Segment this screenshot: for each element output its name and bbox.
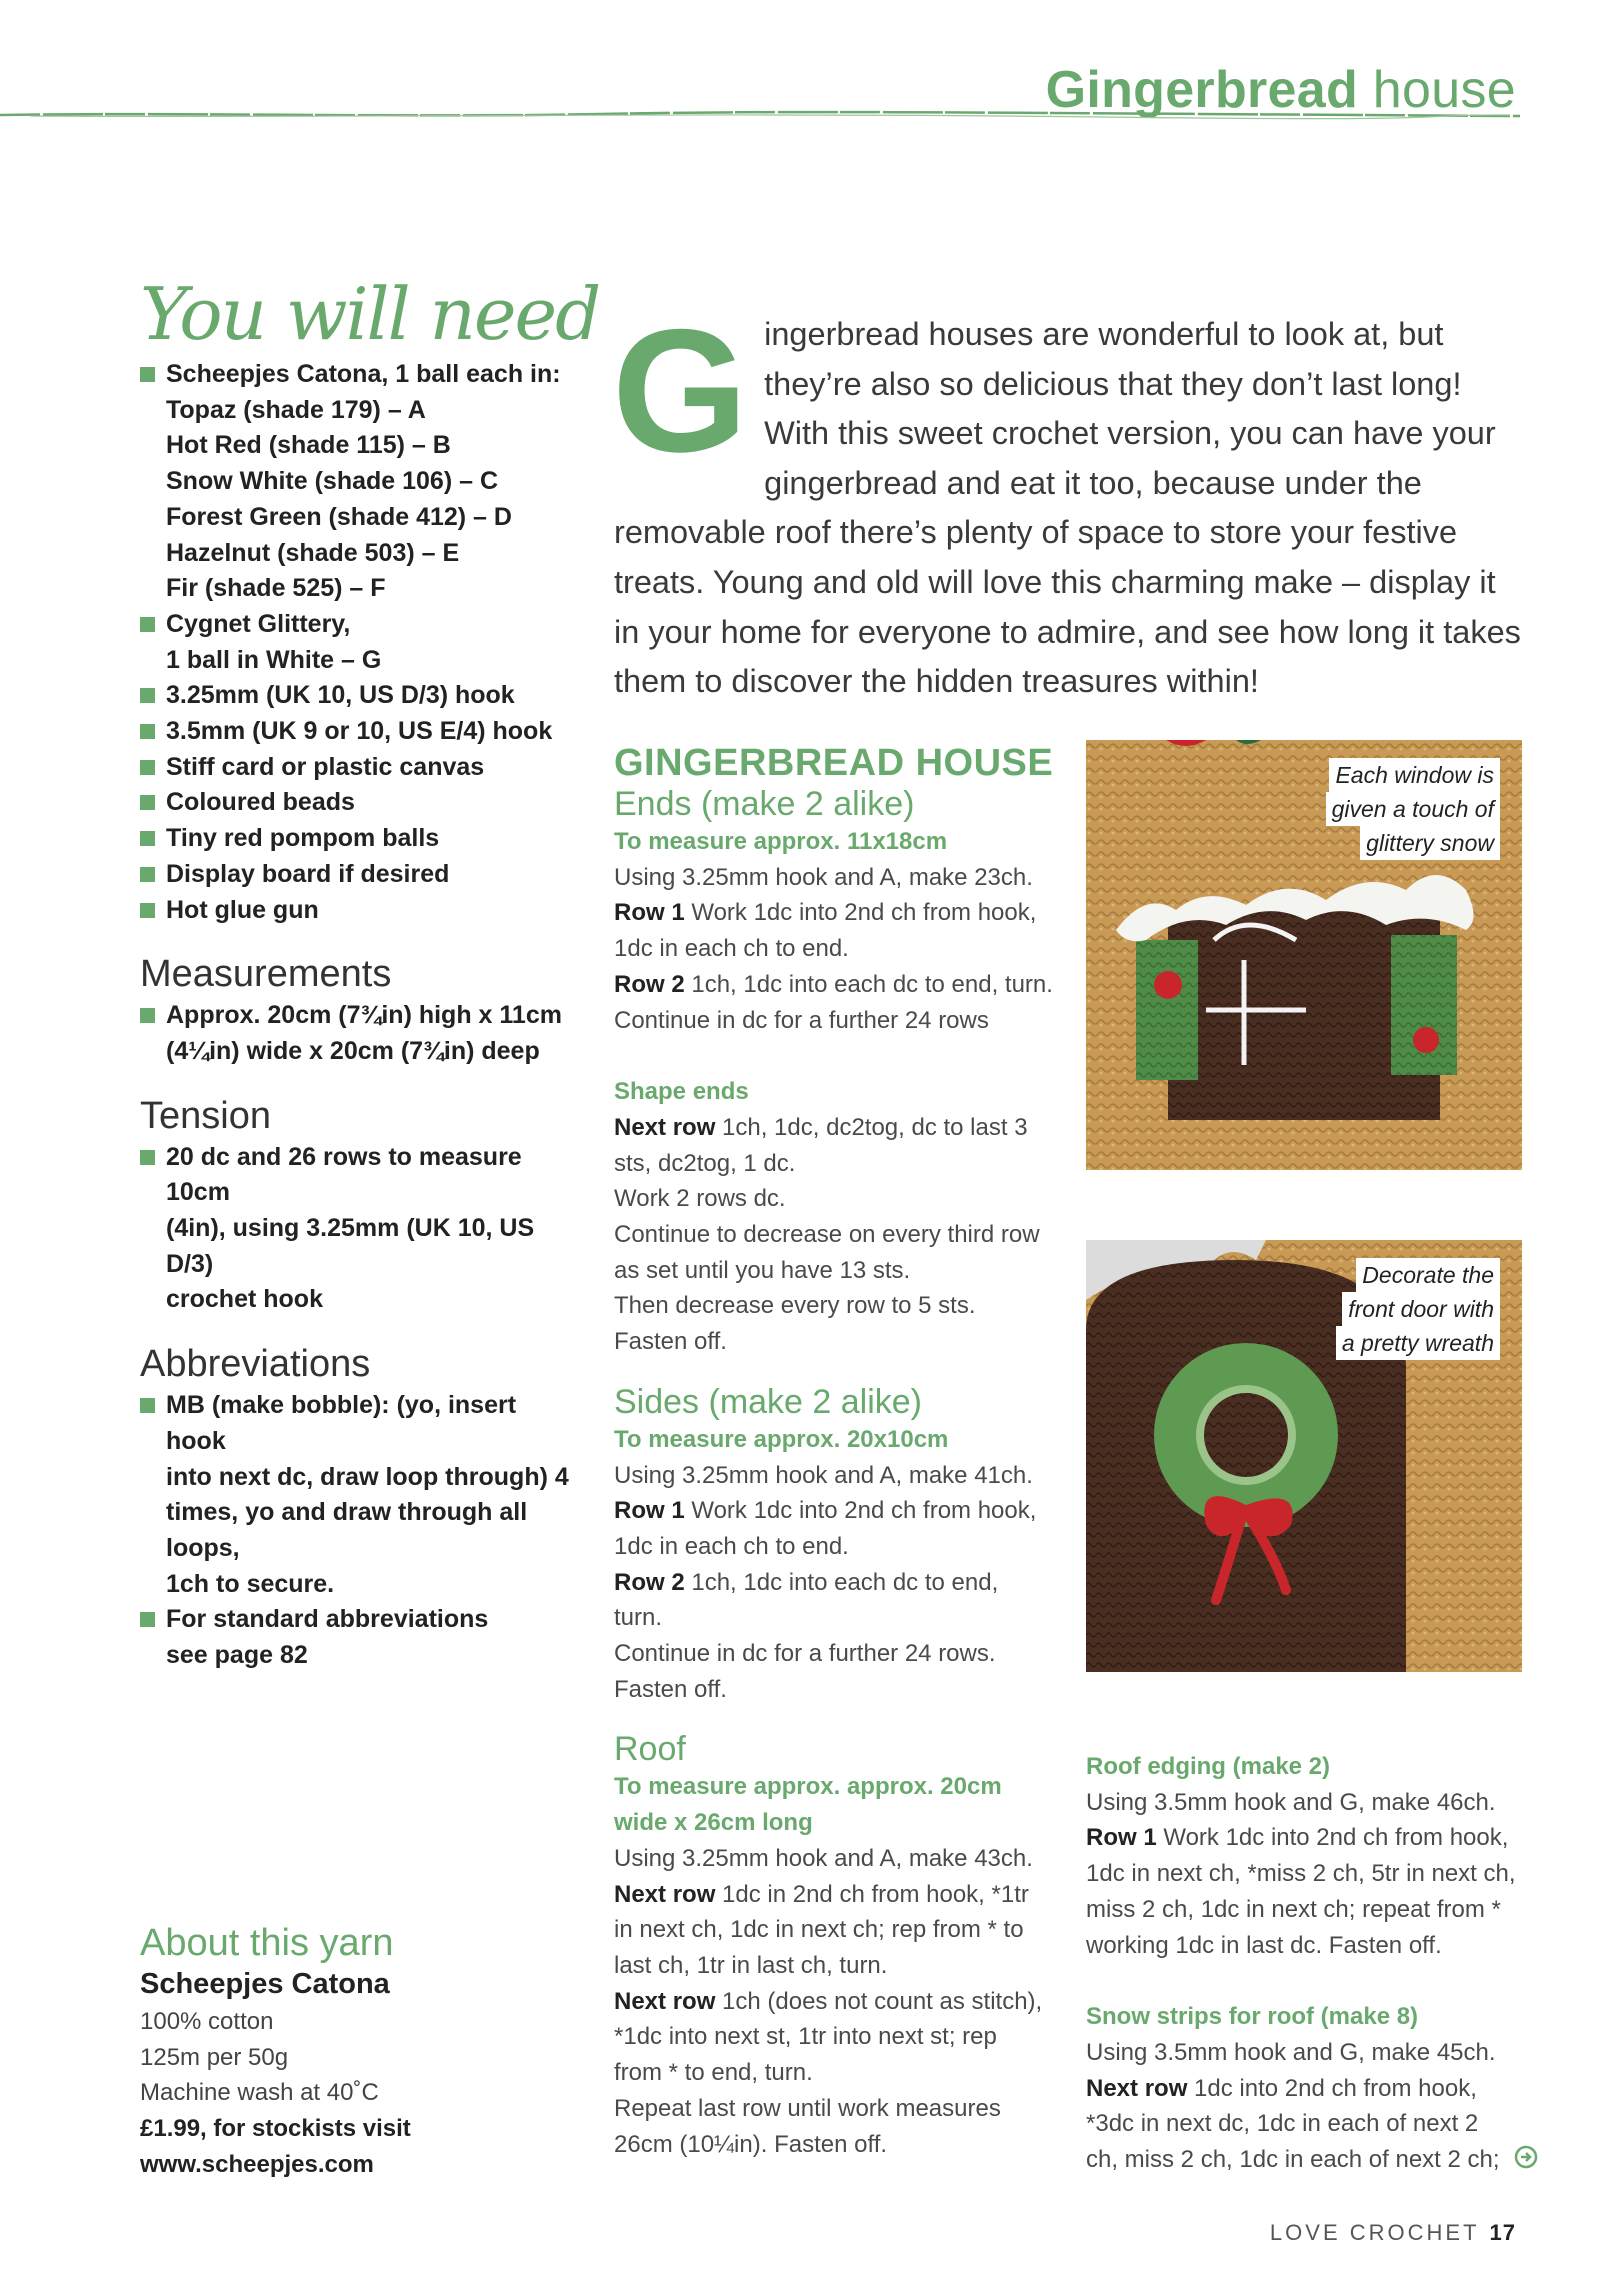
sides-row2-cont: turn. (614, 1604, 663, 1632)
bullet-line: MB (make bobble): (yo, insert hook (166, 1391, 517, 1455)
window-photo-caption: Each window is given a touch of glittery snow (1326, 758, 1500, 860)
bullet-square-icon (140, 367, 155, 382)
abbreviations-heading: Abbreviations (140, 1343, 371, 1386)
sides-continue: Continue in dc for a further 24 rows. (614, 1640, 996, 1668)
door-photo (1086, 1240, 1522, 1672)
page-number: 17 (1489, 2220, 1516, 2245)
shape-line: as set until you have 13 sts. (614, 1256, 911, 1284)
header-divider (0, 108, 1520, 122)
snow-instructions: Using 3.5mm hook and G, make 45ch. (1086, 2038, 1496, 2066)
tension-heading: Tension (140, 1094, 271, 1137)
roof-line: in next ch, 1dc in next ch; rep from * to (614, 1916, 1024, 1944)
roof-heading: Roof (614, 1730, 686, 1769)
ends-heading: Ends (make 2 alike) (614, 785, 915, 823)
you-will-need-title: You will need (140, 272, 600, 356)
bullet-line: Topaz (shade 179) – A (166, 395, 426, 424)
roof-measure: To measure approx. approx. 20cm (614, 1773, 1002, 1801)
bullet-line: Display board if desired (166, 859, 450, 888)
bullet-item (140, 893, 580, 929)
drop-cap: G (612, 294, 749, 489)
page-header-title: Gingerbread house (1045, 61, 1516, 119)
sides-measure: To measure approx. 20x10cm (614, 1425, 949, 1453)
bullet-item (140, 607, 580, 678)
bullet-line: Hot Red (shade 115) – B (166, 431, 451, 460)
bullet-line: Fir (shade 525) – F (166, 574, 386, 603)
roof-line: *1dc into next st, 1tr into next st; rep (614, 2023, 997, 2051)
edging-line: miss 2 ch, 1dc in next ch; repeat from * (1086, 1895, 1501, 1923)
sides-heading: Sides (make 2 alike) (614, 1382, 923, 1421)
bullet-square-icon (140, 1150, 155, 1165)
bullet-line: Tiny red pompom balls (166, 824, 440, 853)
bullet-item (140, 1602, 580, 1673)
yarn-fibre: 100% cotton (140, 2008, 274, 2035)
bullet-item (140, 357, 580, 607)
pattern-column-2 (1086, 1749, 1536, 2178)
sides-row2: Row 2 1ch, 1dc into each dc to end, (614, 1568, 999, 1596)
bullet-line: 1ch to secure. (166, 1569, 335, 1598)
shape-next-row-cont: sts, dc2tog, 1 dc. (614, 1149, 796, 1177)
shape-line: Work 2 rows dc. (614, 1185, 786, 1213)
bullet-item (140, 1388, 580, 1602)
bullet-item (140, 1140, 580, 1319)
bullet-item (140, 714, 580, 750)
bullet-line: (4¼in) wide x 20cm (7¾in) deep (166, 1036, 540, 1065)
bullet-square-icon (140, 617, 155, 632)
snow-line: ch, miss 2 ch, 1dc in each of next 2 ch; (1086, 2146, 1500, 2174)
bullet-square-icon (140, 795, 155, 810)
bullet-line: into next dc, draw loop through) 4 (166, 1462, 569, 1491)
bullet-line: Hot glue gun (166, 895, 319, 924)
bullet-item (140, 998, 580, 1069)
snow-next-row: Next row 1dc into 2nd ch from hook, (1086, 2074, 1477, 2102)
bullet-line: 3.25mm (UK 10, US D/3) hook (166, 681, 515, 710)
about-yarn (140, 1922, 580, 2183)
materials-list (140, 357, 580, 1674)
door-photo-caption: Decorate the front door with a pretty wreath (1336, 1258, 1500, 1360)
yarn-url[interactable]: www.scheepjes.com (140, 2150, 374, 2178)
bullet-line: 1 ball in White – G (166, 645, 382, 674)
sides-fasten: Fasten off. (614, 1675, 727, 1703)
bullet-square-icon (140, 688, 155, 703)
bullet-item (140, 821, 580, 857)
yarn-price: £1.99, for stockists visit (140, 2115, 411, 2143)
roof-measure-cont: wide x 26cm long (614, 1809, 813, 1837)
sides-row1-cont: 1dc in each ch to end. (614, 1532, 849, 1560)
magazine-name: LOVE CROCHET (1269, 2220, 1480, 2245)
shape-ends-heading: Shape ends (614, 1078, 749, 1106)
continue-arrow-icon (1514, 2145, 1538, 2169)
bullet-square-icon (140, 831, 155, 846)
bullet-square-icon (140, 760, 155, 775)
sides-instructions: Using 3.25mm hook and A, make 41ch. (614, 1461, 1033, 1489)
edging-row1: Row 1 Work 1dc into 2nd ch from hook, (1086, 1824, 1509, 1852)
shape-next-row: Next row 1ch, 1dc, dc2tog, dc to last 3 (614, 1113, 1028, 1141)
roof-line: Repeat last row until work measures (614, 2094, 1001, 2122)
measurements-heading: Measurements (140, 953, 392, 996)
intro-paragraph: Gingerbread houses are wonderful to look at, but they’re also so delicious that they don’t last long! With this sweet crochet version, you can have your gingerbread and eat it too, because under the removable roof there’s plenty of space to store your festive treats. Young and old will love this charming make – display it in your home for everyone to admire, and see how long it takes them to discover the hidden treasures within! (612, 294, 1521, 700)
snow-strips-heading: Snow strips for roof (make 8) (1086, 2003, 1419, 2031)
bullet-line: 3.5mm (UK 9 or 10, US E/4) hook (166, 717, 553, 746)
pattern-column-1 (614, 742, 1064, 2162)
bullet-square-icon (140, 903, 155, 918)
ends-row2: Row 2 1ch, 1dc into each dc to end, turn. (614, 970, 1053, 998)
bullet-square-icon (140, 867, 155, 882)
ends-row1-cont: 1dc in each ch to end. (614, 935, 849, 963)
bullet-line: crochet hook (166, 1285, 323, 1314)
bullet-line: see page 82 (166, 1641, 308, 1670)
ends-row1: Row 1 Work 1dc into 2nd ch from hook, (614, 899, 1037, 927)
bullet-square-icon (140, 1398, 155, 1413)
bullet-square-icon (140, 1612, 155, 1627)
bullet-line: For standard abbreviations (166, 1605, 489, 1634)
bullet-line: Forest Green (shade 412) – D (166, 502, 512, 531)
edging-line: 1dc in next ch, *miss 2 ch, 5tr in next ch, (1086, 1860, 1516, 1888)
bullet-item (140, 750, 580, 786)
bullet-line: Scheepjes Catona, 1 ball each in: (166, 360, 561, 388)
ends-measure: To measure approx. 11x18cm (614, 828, 948, 855)
bullet-square-icon (140, 724, 155, 739)
shape-line: Continue to decrease on every third row (614, 1221, 1040, 1249)
bullet-line: Stiff card or plastic canvas (166, 752, 485, 781)
yarn-length: 125m per 50g (140, 2043, 289, 2071)
ends-continue: Continue in dc for a further 24 rows (614, 1006, 989, 1034)
sides-row1: Row 1 Work 1dc into 2nd ch from hook, (614, 1497, 1037, 1525)
bullet-line: (4in), using 3.25mm (UK 10, US D/3) (166, 1214, 535, 1278)
bullet-line: Hazelnut (shade 503) – E (166, 538, 460, 567)
bullet-item (140, 857, 580, 893)
shape-line: Then decrease every row to 5 sts. (614, 1292, 976, 1320)
ends-instructions: Using 3.25mm hook and A, make 23ch. (614, 863, 1033, 891)
bullet-square-icon (140, 1008, 155, 1023)
shape-line: Fasten off. (614, 1328, 727, 1356)
roof-next-row-1: Next row 1dc in 2nd ch from hook, *1tr (614, 1880, 1029, 1908)
pattern-title: GINGERBREAD HOUSE (614, 742, 1054, 784)
yarn-name: Scheepjes Catona (140, 1968, 390, 2000)
bullet-item (140, 678, 580, 714)
roof-line: last ch, 1tr in last ch, turn. (614, 1951, 888, 1979)
bullet-line: Cygnet Glittery, (166, 609, 351, 638)
roof-instructions: Using 3.25mm hook and A, make 43ch. (614, 1844, 1033, 1872)
page-footer (1270, 2220, 1516, 2246)
bullet-line: Approx. 20cm (7¾in) high x 11cm (166, 1001, 562, 1030)
about-yarn-heading: About this yarn (140, 1922, 394, 1964)
edging-line: working 1dc in last dc. Fasten off. (1086, 1931, 1442, 1959)
yarn-care: Machine wash at 40˚C (140, 2079, 379, 2107)
bullet-line: Coloured beads (166, 788, 355, 817)
bullet-line: times, yo and draw through all loops, (166, 1498, 528, 1562)
roof-line: 26cm (10¼in). Fasten off. (614, 2130, 888, 2158)
edging-instructions: Using 3.5mm hook and G, make 46ch. (1086, 1788, 1496, 1816)
snow-line: *3dc in next dc, 1dc in each of next 2 (1086, 2110, 1479, 2138)
bullet-line: Snow White (shade 106) – C (166, 467, 499, 496)
bullet-item (140, 785, 580, 821)
roof-next-row-2: Next row 1ch (does not count as stitch), (614, 1987, 1043, 2015)
bullet-line: 20 dc and 26 rows to measure 10cm (166, 1142, 522, 1207)
roof-edging-heading: Roof edging (make 2) (1086, 1753, 1331, 1780)
roof-line: from * to end, turn. (614, 2059, 813, 2087)
window-photo (1086, 740, 1522, 1170)
